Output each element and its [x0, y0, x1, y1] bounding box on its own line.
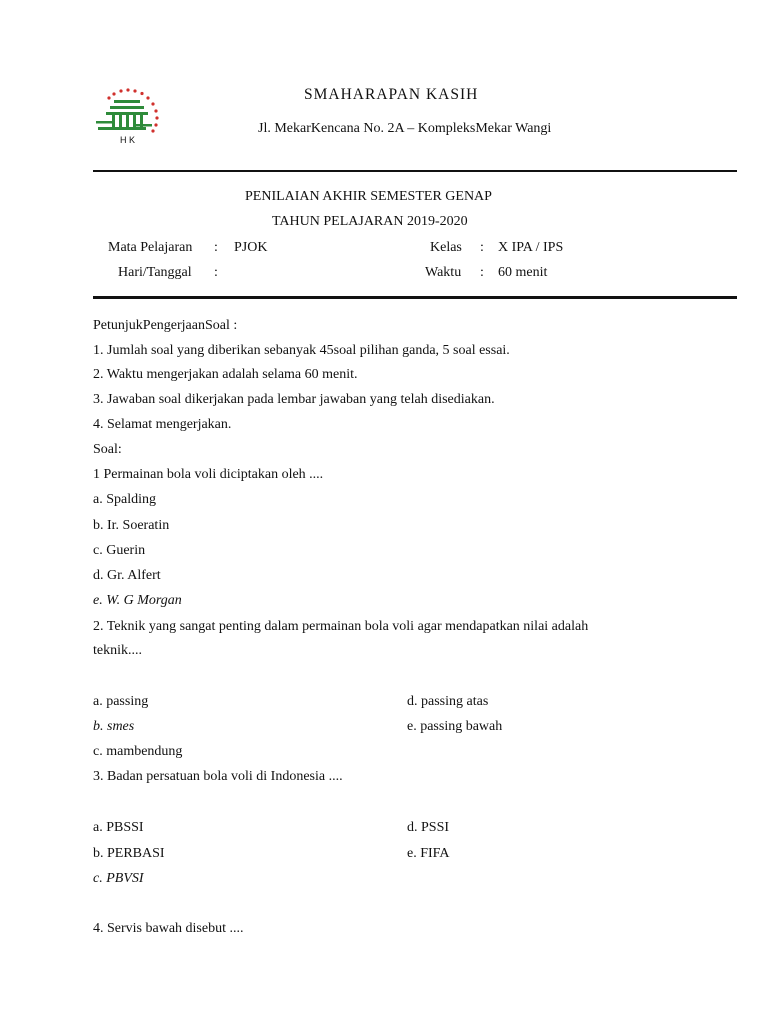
- instruction-item: 3. Jawaban soal dikerjakan pada lembar jawaban yang telah disediakan.: [93, 392, 495, 407]
- question-3-option: b. PERBASI: [93, 846, 165, 861]
- question-4-text: 4. Servis bawah disebut ....: [93, 921, 244, 936]
- question-2-text: 2. Teknik yang sangat penting dalam permainan bola voli agar mendapatkan nilai adalah: [93, 619, 589, 634]
- school-address: Jl. MekarKencana No. 2A – KompleksMekar Wangi: [258, 121, 552, 136]
- question-1-option: b. Ir. Soeratin: [93, 518, 170, 533]
- header-top-rule: [93, 170, 737, 172]
- subject-colon: :: [214, 240, 218, 255]
- question-2-option: a. passing: [93, 694, 149, 709]
- question-3-option: e. FIFA: [407, 846, 450, 861]
- class-colon: :: [480, 240, 484, 255]
- question-2-option: e. passing bawah: [407, 719, 503, 734]
- date-label: Hari/Tanggal: [118, 265, 192, 280]
- instruction-item: 4. Selamat mengerjakan.: [93, 417, 232, 432]
- class-value: X IPA / IPS: [498, 240, 564, 255]
- date-colon: :: [214, 265, 218, 280]
- question-1-option: d. Gr. Alfert: [93, 568, 161, 583]
- subject-value: PJOK: [234, 240, 268, 255]
- class-label: Kelas: [430, 240, 462, 255]
- school-name: SMAHARAPAN KASIH: [304, 86, 479, 103]
- instruction-item: 2. Waktu mengerjakan adalah selama 60 menit.: [93, 367, 358, 382]
- exam-title: PENILAIAN AKHIR SEMESTER GENAP: [245, 189, 492, 204]
- question-2-text-continued: teknik....: [93, 643, 142, 658]
- question-2-option: d. passing atas: [407, 694, 489, 709]
- question-3-option: c. PBVSI: [93, 871, 144, 886]
- question-2-option: b. smes: [93, 719, 135, 734]
- question-1-option: c. Guerin: [93, 543, 146, 558]
- time-colon: :: [480, 265, 484, 280]
- exam-year: TAHUN PELAJARAN 2019-2020: [272, 214, 468, 229]
- header-bottom-rule: [93, 296, 737, 299]
- question-1-option: a. Spalding: [93, 492, 156, 507]
- question-2-option: c. mambendung: [93, 744, 183, 759]
- school-logo-icon: [92, 84, 164, 148]
- subject-label: Mata Pelajaran: [108, 240, 193, 255]
- time-label: Waktu: [425, 265, 462, 280]
- question-1-option: e. W. G Morgan: [93, 593, 182, 608]
- time-value: 60 menit: [498, 265, 548, 280]
- question-1-text: 1 Permainan bola voli diciptakan oleh ....: [93, 467, 324, 482]
- question-3-text: 3. Badan persatuan bola voli di Indonesia ....: [93, 769, 343, 784]
- svg-text:H K: H K: [120, 135, 136, 145]
- question-3-option: a. PBSSI: [93, 820, 144, 835]
- instruction-item: 1. Jumlah soal yang diberikan sebanyak 45soal pilihan ganda, 5 soal essai.: [93, 343, 510, 358]
- question-3-option: d. PSSI: [407, 820, 450, 835]
- instructions-heading: PetunjukPengerjaanSoal :: [93, 318, 238, 333]
- questions-heading: Soal:: [93, 442, 122, 457]
